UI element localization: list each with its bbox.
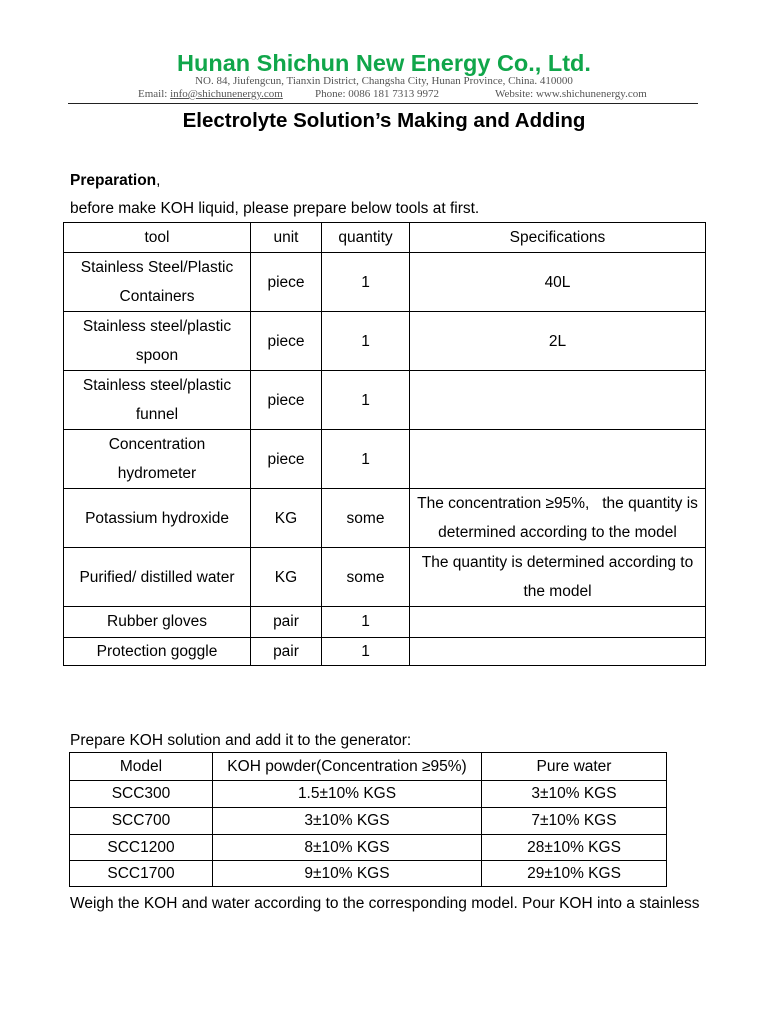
specifications-cell: [410, 607, 706, 638]
tool-name-cell: Stainless Steel/Plastic Containers: [64, 253, 251, 312]
quantity-cell: 1: [322, 312, 410, 371]
tool-name-cell: Protection goggle: [64, 638, 251, 666]
koh-table-row: [70, 835, 667, 861]
company-name: Hunan Shichun New Energy Co., Ltd.: [177, 50, 591, 76]
koh-powder-column-header: KOH powder(Concentration ≥95%): [213, 753, 482, 781]
preparation-heading-text: Preparation: [70, 172, 157, 189]
tools-table-row: [64, 489, 706, 548]
model-cell: SCC1700: [70, 861, 213, 887]
email-label: Email:: [138, 88, 171, 100]
tool-name-cell: Potassium hydroxide: [64, 489, 251, 548]
contact-website: Website: www.shichunenergy.com: [495, 88, 647, 100]
contact-phone: Phone: 0086 181 7313 9972: [315, 88, 440, 100]
model-cell: SCC300: [70, 781, 213, 808]
tools-table-row: [64, 253, 706, 312]
koh-powder-cell: 9±10% KGS: [213, 861, 482, 887]
koh-table-row: [70, 861, 667, 887]
koh-powder-cell: 8±10% KGS: [213, 835, 482, 861]
tools-table: [63, 222, 706, 666]
tools-table-row: [64, 371, 706, 430]
unit-cell: piece: [251, 312, 322, 371]
model-cell: SCC700: [70, 808, 213, 835]
koh-table-header-row: [70, 753, 667, 781]
unit-cell: piece: [251, 430, 322, 489]
specifications-cell: The quantity is determined according to the model: [410, 548, 706, 607]
unit-cell: piece: [251, 253, 322, 312]
unit-cell: pair: [251, 638, 322, 666]
specifications-cell: [410, 371, 706, 430]
tool-name-cell: Rubber gloves: [64, 607, 251, 638]
unit-cell: KG: [251, 489, 322, 548]
tool-column-header: tool: [64, 223, 251, 253]
koh-table: [69, 752, 667, 887]
company-address: NO. 84, Jiufengcun, Tianxin District, Changsha City, Hunan Province, China. 410000: [195, 75, 573, 87]
quantity-cell: some: [322, 489, 410, 548]
tools-table-row: [64, 548, 706, 607]
model-cell: SCC1200: [70, 835, 213, 861]
koh-table-row: [70, 808, 667, 835]
unit-cell: piece: [251, 371, 322, 430]
tool-name-cell: Concentration hydrometer: [64, 430, 251, 489]
weigh-instructions: Weigh the KOH and water according to the corresponding model. Pour KOH into a stainless: [70, 895, 700, 912]
preparation-heading: [70, 171, 160, 191]
quantity-cell: 1: [322, 253, 410, 312]
quantity-cell: 1: [322, 638, 410, 666]
pure-water-cell: 29±10% KGS: [482, 861, 667, 887]
tools-table-row: [64, 638, 706, 666]
tool-name-cell: Stainless steel/plastic spoon: [64, 312, 251, 371]
koh-table-row: [70, 781, 667, 808]
quantity-cell: 1: [322, 607, 410, 638]
contact-email: [138, 88, 283, 101]
koh-intro: Prepare KOH solution and add it to the generator:: [70, 732, 412, 749]
pure-water-cell: 28±10% KGS: [482, 835, 667, 861]
koh-powder-cell: 1.5±10% KGS: [213, 781, 482, 808]
pure-water-cell: 3±10% KGS: [482, 781, 667, 808]
quantity-column-header: quantity: [322, 223, 410, 253]
unit-cell: KG: [251, 548, 322, 607]
tools-table-header-row: [64, 223, 706, 253]
tools-table-row: [64, 607, 706, 638]
specifications-cell: [410, 638, 706, 666]
unit-column-header: unit: [251, 223, 322, 253]
koh-powder-cell: 3±10% KGS: [213, 808, 482, 835]
model-column-header: Model: [70, 753, 213, 781]
specifications-cell: 40L: [410, 253, 706, 312]
unit-cell: pair: [251, 607, 322, 638]
letterhead-divider: [68, 103, 698, 104]
tools-table-row: [64, 430, 706, 489]
quantity-cell: some: [322, 548, 410, 607]
quantity-cell: 1: [322, 430, 410, 489]
email-link[interactable]: info@shichunenergy.com: [170, 88, 283, 100]
preparation-heading-suffix: ,: [156, 172, 161, 189]
tool-name-cell: Stainless steel/plastic funnel: [64, 371, 251, 430]
specifications-cell: 2L: [410, 312, 706, 371]
preparation-intro: before make KOH liquid, please prepare below tools at first.: [70, 200, 480, 217]
quantity-cell: 1: [322, 371, 410, 430]
pure-water-cell: 7±10% KGS: [482, 808, 667, 835]
document-title: Electrolyte Solution’s Making and Adding: [182, 109, 586, 132]
specifications-cell: The concentration ≥95%, the quantity is determined according to the model: [410, 489, 706, 548]
specifications-cell: [410, 430, 706, 489]
tools-table-row: [64, 312, 706, 371]
specifications-column-header: Specifications: [410, 223, 706, 253]
tool-name-cell: Purified/ distilled water: [64, 548, 251, 607]
pure-water-column-header: Pure water: [482, 753, 667, 781]
